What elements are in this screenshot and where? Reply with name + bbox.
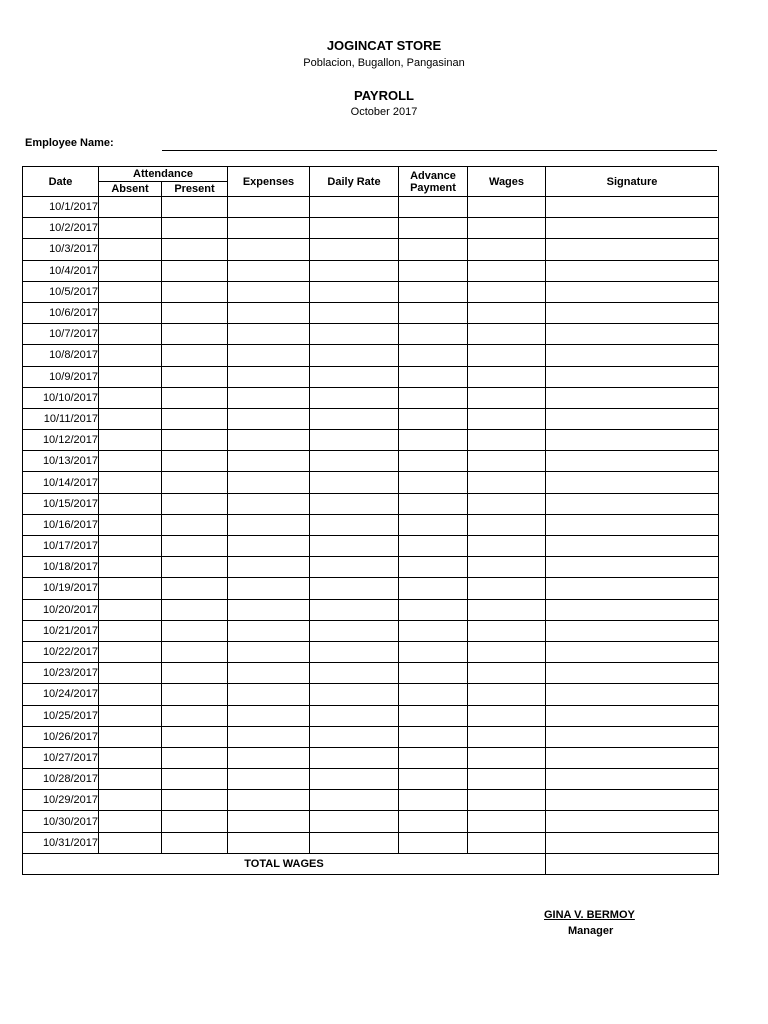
table-row	[23, 578, 719, 599]
daily-rate-cell[interactable]	[310, 366, 399, 387]
daily-rate-cell[interactable]	[310, 832, 399, 853]
date-header: Date	[23, 167, 99, 197]
wages-cell[interactable]	[468, 302, 546, 323]
daily-rate-cell[interactable]	[310, 747, 399, 768]
attendance-header: Attendance	[99, 167, 228, 182]
advance-payment-cell[interactable]	[399, 536, 468, 557]
table-row	[23, 705, 719, 726]
signature-cell[interactable]	[546, 747, 719, 768]
manager-name: GINA V. BERMOY	[544, 909, 635, 921]
signature-cell[interactable]	[546, 536, 719, 557]
table-row	[23, 260, 719, 281]
advance-payment-cell[interactable]	[399, 641, 468, 662]
payroll-period: October 2017	[350, 106, 418, 118]
table-row	[23, 430, 719, 451]
absent-cell[interactable]	[99, 726, 162, 747]
wages-cell[interactable]	[468, 324, 546, 345]
employee-name-label: Employee Name:	[25, 137, 114, 149]
absent-cell[interactable]	[99, 663, 162, 684]
wages-cell[interactable]	[468, 239, 546, 260]
advance-payment-cell[interactable]	[399, 302, 468, 323]
table-row	[23, 239, 719, 260]
absent-header: Absent	[99, 182, 162, 197]
wages-cell[interactable]	[468, 493, 546, 514]
advance-payment-cell[interactable]	[399, 493, 468, 514]
signature-cell[interactable]	[546, 345, 719, 366]
advance-payment-cell[interactable]	[399, 345, 468, 366]
advance-payment-cell[interactable]	[399, 811, 468, 832]
payroll-table	[22, 166, 719, 875]
signature-cell[interactable]	[546, 790, 719, 811]
absent-cell[interactable]	[99, 197, 162, 218]
date-cell: 10/14/2017	[23, 472, 99, 493]
table-row	[23, 302, 719, 323]
table-row	[23, 790, 719, 811]
absent-cell[interactable]	[99, 451, 162, 472]
expenses-cell[interactable]	[228, 430, 310, 451]
signature-cell[interactable]	[546, 663, 719, 684]
date-cell: 10/1/2017	[23, 197, 99, 218]
present-cell[interactable]	[162, 387, 228, 408]
expenses-cell[interactable]	[228, 684, 310, 705]
signature-cell[interactable]	[546, 811, 719, 832]
absent-cell[interactable]	[99, 218, 162, 239]
advance-payment-cell[interactable]	[399, 832, 468, 853]
expenses-cell[interactable]	[228, 239, 310, 260]
table-row	[23, 451, 719, 472]
absent-cell[interactable]	[99, 747, 162, 768]
present-header: Present	[162, 182, 228, 197]
wages-cell[interactable]	[468, 536, 546, 557]
absent-cell[interactable]	[99, 557, 162, 578]
table-row	[23, 324, 719, 345]
date-cell: 10/29/2017	[23, 790, 99, 811]
present-cell[interactable]	[162, 472, 228, 493]
daily-rate-cell[interactable]	[310, 536, 399, 557]
present-cell[interactable]	[162, 239, 228, 260]
present-cell[interactable]	[162, 705, 228, 726]
present-cell[interactable]	[162, 451, 228, 472]
date-cell: 10/6/2017	[23, 302, 99, 323]
wages-cell[interactable]	[468, 705, 546, 726]
expenses-cell[interactable]	[228, 747, 310, 768]
expenses-cell[interactable]	[228, 769, 310, 790]
expenses-cell[interactable]	[228, 578, 310, 599]
signature-cell[interactable]	[546, 599, 719, 620]
wages-cell[interactable]	[468, 747, 546, 768]
present-cell[interactable]	[162, 366, 228, 387]
absent-cell[interactable]	[99, 408, 162, 429]
absent-cell[interactable]	[99, 430, 162, 451]
daily-rate-cell[interactable]	[310, 260, 399, 281]
signature-cell[interactable]	[546, 430, 719, 451]
signature-cell[interactable]	[546, 218, 719, 239]
present-cell[interactable]	[162, 790, 228, 811]
date-cell: 10/13/2017	[23, 451, 99, 472]
advance-payment-cell[interactable]	[399, 239, 468, 260]
expenses-cell[interactable]	[228, 811, 310, 832]
absent-cell[interactable]	[99, 324, 162, 345]
absent-cell[interactable]	[99, 705, 162, 726]
signature-cell[interactable]	[546, 684, 719, 705]
daily-rate-cell[interactable]	[310, 663, 399, 684]
absent-cell[interactable]	[99, 599, 162, 620]
daily-rate-cell[interactable]	[310, 451, 399, 472]
absent-cell[interactable]	[99, 769, 162, 790]
signature-cell[interactable]	[546, 387, 719, 408]
present-cell[interactable]	[162, 345, 228, 366]
signature-cell[interactable]	[546, 832, 719, 853]
signature-cell[interactable]	[546, 239, 719, 260]
signature-cell[interactable]	[546, 493, 719, 514]
date-cell: 10/11/2017	[23, 408, 99, 429]
present-cell[interactable]	[162, 747, 228, 768]
present-cell[interactable]	[162, 726, 228, 747]
present-cell[interactable]	[162, 260, 228, 281]
wages-cell[interactable]	[468, 726, 546, 747]
signature-cell[interactable]	[546, 557, 719, 578]
daily-rate-cell[interactable]	[310, 620, 399, 641]
present-cell[interactable]	[162, 324, 228, 345]
table-row	[23, 811, 719, 832]
expenses-cell[interactable]	[228, 620, 310, 641]
daily-rate-cell[interactable]	[310, 811, 399, 832]
wages-cell[interactable]	[468, 684, 546, 705]
employee-name-field[interactable]	[162, 150, 717, 151]
signature-cell[interactable]	[546, 324, 719, 345]
wages-cell[interactable]	[468, 472, 546, 493]
absent-cell[interactable]	[99, 281, 162, 302]
daily-rate-cell[interactable]	[310, 239, 399, 260]
absent-cell[interactable]	[99, 514, 162, 535]
daily-rate-cell[interactable]	[310, 408, 399, 429]
advance-payment-cell[interactable]	[399, 790, 468, 811]
present-cell[interactable]	[162, 769, 228, 790]
wages-cell[interactable]	[468, 408, 546, 429]
present-cell[interactable]	[162, 197, 228, 218]
wages-cell[interactable]	[468, 260, 546, 281]
expenses-cell[interactable]	[228, 451, 310, 472]
daily-rate-cell[interactable]	[310, 430, 399, 451]
expenses-cell[interactable]	[228, 514, 310, 535]
table-row	[23, 197, 719, 218]
present-cell[interactable]	[162, 536, 228, 557]
advance-payment-cell[interactable]	[399, 620, 468, 641]
expenses-cell[interactable]	[228, 641, 310, 662]
table-row	[23, 493, 719, 514]
absent-cell[interactable]	[99, 578, 162, 599]
date-cell: 10/25/2017	[23, 705, 99, 726]
expenses-cell[interactable]	[228, 366, 310, 387]
date-cell: 10/21/2017	[23, 620, 99, 641]
present-cell[interactable]	[162, 811, 228, 832]
expenses-cell[interactable]	[228, 387, 310, 408]
expenses-cell[interactable]	[228, 705, 310, 726]
present-cell[interactable]	[162, 832, 228, 853]
wages-cell[interactable]	[468, 811, 546, 832]
expenses-cell[interactable]	[228, 324, 310, 345]
advance-payment-cell[interactable]	[399, 197, 468, 218]
date-cell: 10/7/2017	[23, 324, 99, 345]
absent-cell[interactable]	[99, 811, 162, 832]
expenses-header: Expenses	[228, 167, 310, 197]
signature-cell[interactable]	[546, 705, 719, 726]
present-cell[interactable]	[162, 684, 228, 705]
expenses-cell[interactable]	[228, 599, 310, 620]
date-cell: 10/8/2017	[23, 345, 99, 366]
daily-rate-cell[interactable]	[310, 684, 399, 705]
wages-cell[interactable]	[468, 197, 546, 218]
advance-payment-cell[interactable]	[399, 599, 468, 620]
present-cell[interactable]	[162, 493, 228, 514]
present-cell[interactable]	[162, 408, 228, 429]
daily-rate-header: Daily Rate	[310, 167, 399, 197]
wages-cell[interactable]	[468, 514, 546, 535]
table-row	[23, 472, 719, 493]
wages-header: Wages	[468, 167, 546, 197]
present-cell[interactable]	[162, 578, 228, 599]
expenses-cell[interactable]	[228, 832, 310, 853]
signature-cell[interactable]	[546, 472, 719, 493]
daily-rate-cell[interactable]	[310, 387, 399, 408]
signature-cell[interactable]	[546, 281, 719, 302]
daily-rate-cell[interactable]	[310, 197, 399, 218]
advance-payment-cell[interactable]	[399, 684, 468, 705]
signature-header: Signature	[546, 167, 719, 197]
expenses-cell[interactable]	[228, 557, 310, 578]
wages-cell[interactable]	[468, 663, 546, 684]
absent-cell[interactable]	[99, 684, 162, 705]
date-cell: 10/19/2017	[23, 578, 99, 599]
date-cell: 10/9/2017	[23, 366, 99, 387]
table-row	[23, 620, 719, 641]
date-cell: 10/22/2017	[23, 641, 99, 662]
expenses-cell[interactable]	[228, 493, 310, 514]
date-cell: 10/31/2017	[23, 832, 99, 853]
advance-payment-cell[interactable]	[399, 472, 468, 493]
absent-cell[interactable]	[99, 641, 162, 662]
daily-rate-cell[interactable]	[310, 726, 399, 747]
signature-cell[interactable]	[546, 408, 719, 429]
absent-cell[interactable]	[99, 832, 162, 853]
total-wages-label: TOTAL WAGES	[23, 853, 546, 874]
table-row	[23, 387, 719, 408]
wages-cell[interactable]	[468, 218, 546, 239]
date-cell: 10/12/2017	[23, 430, 99, 451]
date-cell: 10/10/2017	[23, 387, 99, 408]
expenses-cell[interactable]	[228, 218, 310, 239]
wages-cell[interactable]	[468, 345, 546, 366]
date-cell: 10/2/2017	[23, 218, 99, 239]
wages-cell[interactable]	[468, 641, 546, 662]
daily-rate-cell[interactable]	[310, 599, 399, 620]
signature-cell[interactable]	[546, 769, 719, 790]
advance-payment-cell[interactable]	[399, 726, 468, 747]
date-cell: 10/24/2017	[23, 684, 99, 705]
wages-cell[interactable]	[468, 769, 546, 790]
date-cell: 10/15/2017	[23, 493, 99, 514]
daily-rate-cell[interactable]	[310, 345, 399, 366]
signature-cell[interactable]	[546, 641, 719, 662]
wages-cell[interactable]	[468, 281, 546, 302]
table-row	[23, 557, 719, 578]
date-cell: 10/30/2017	[23, 811, 99, 832]
table-row	[23, 345, 719, 366]
store-name: JOGINCAT STORE	[326, 38, 442, 53]
present-cell[interactable]	[162, 557, 228, 578]
date-cell: 10/4/2017	[23, 260, 99, 281]
absent-cell[interactable]	[99, 387, 162, 408]
advance-payment-cell[interactable]	[399, 260, 468, 281]
absent-cell[interactable]	[99, 345, 162, 366]
table-row	[23, 832, 719, 853]
wages-cell[interactable]	[468, 832, 546, 853]
daily-rate-cell[interactable]	[310, 281, 399, 302]
present-cell[interactable]	[162, 514, 228, 535]
advance-payment-cell[interactable]	[399, 451, 468, 472]
signature-cell[interactable]	[546, 260, 719, 281]
advance-payment-cell[interactable]	[399, 514, 468, 535]
expenses-cell[interactable]	[228, 472, 310, 493]
table-row	[23, 366, 719, 387]
signature-cell[interactable]	[546, 197, 719, 218]
advance-payment-cell[interactable]	[399, 663, 468, 684]
document-title: PAYROLL	[354, 88, 414, 103]
table-row	[23, 747, 719, 768]
store-address: Poblacion, Bugallon, Pangasinan	[303, 57, 465, 69]
expenses-cell[interactable]	[228, 536, 310, 557]
date-cell: 10/5/2017	[23, 281, 99, 302]
expenses-cell[interactable]	[228, 281, 310, 302]
expenses-cell[interactable]	[228, 197, 310, 218]
present-cell[interactable]	[162, 302, 228, 323]
wages-cell[interactable]	[468, 430, 546, 451]
date-cell: 10/20/2017	[23, 599, 99, 620]
absent-cell[interactable]	[99, 302, 162, 323]
absent-cell[interactable]	[99, 260, 162, 281]
manager-title: Manager	[568, 925, 614, 937]
advance-payment-cell[interactable]	[399, 387, 468, 408]
daily-rate-cell[interactable]	[310, 514, 399, 535]
present-cell[interactable]	[162, 218, 228, 239]
absent-cell[interactable]	[99, 493, 162, 514]
advance-payment-cell[interactable]	[399, 408, 468, 429]
table-row	[23, 663, 719, 684]
date-cell: 10/26/2017	[23, 726, 99, 747]
wages-cell[interactable]	[468, 790, 546, 811]
date-cell: 10/16/2017	[23, 514, 99, 535]
expenses-cell[interactable]	[228, 663, 310, 684]
signature-cell[interactable]	[546, 578, 719, 599]
expenses-cell[interactable]	[228, 408, 310, 429]
advance-payment-cell[interactable]	[399, 557, 468, 578]
advance-payment-cell[interactable]	[399, 366, 468, 387]
date-cell: 10/28/2017	[23, 769, 99, 790]
daily-rate-cell[interactable]	[310, 493, 399, 514]
date-cell: 10/27/2017	[23, 747, 99, 768]
signature-cell[interactable]	[546, 514, 719, 535]
advance-payment-cell[interactable]	[399, 281, 468, 302]
daily-rate-cell[interactable]	[310, 218, 399, 239]
table-row	[23, 514, 719, 535]
table-row	[23, 641, 719, 662]
signature-cell[interactable]	[546, 726, 719, 747]
present-cell[interactable]	[162, 281, 228, 302]
advance-payment-cell[interactable]	[399, 578, 468, 599]
expenses-cell[interactable]	[228, 726, 310, 747]
advance-payment-cell[interactable]	[399, 218, 468, 239]
table-row	[23, 408, 719, 429]
table-row	[23, 218, 719, 239]
expenses-cell[interactable]	[228, 345, 310, 366]
present-cell[interactable]	[162, 599, 228, 620]
wages-cell[interactable]	[468, 387, 546, 408]
table-row	[23, 536, 719, 557]
wages-cell[interactable]	[468, 578, 546, 599]
signature-cell[interactable]	[546, 302, 719, 323]
daily-rate-cell[interactable]	[310, 324, 399, 345]
daily-rate-cell[interactable]	[310, 578, 399, 599]
absent-cell[interactable]	[99, 620, 162, 641]
date-cell: 10/18/2017	[23, 557, 99, 578]
wages-cell[interactable]	[468, 599, 546, 620]
present-cell[interactable]	[162, 663, 228, 684]
daily-rate-cell[interactable]	[310, 302, 399, 323]
date-cell: 10/23/2017	[23, 663, 99, 684]
present-cell[interactable]	[162, 641, 228, 662]
daily-rate-cell[interactable]	[310, 557, 399, 578]
absent-cell[interactable]	[99, 366, 162, 387]
absent-cell[interactable]	[99, 536, 162, 557]
wages-cell[interactable]	[468, 620, 546, 641]
absent-cell[interactable]	[99, 472, 162, 493]
table-row	[23, 684, 719, 705]
date-cell: 10/3/2017	[23, 239, 99, 260]
table-row	[23, 769, 719, 790]
advance-payment-cell[interactable]	[399, 430, 468, 451]
table-row	[23, 599, 719, 620]
wages-cell[interactable]	[468, 451, 546, 472]
expenses-cell[interactable]	[228, 260, 310, 281]
wages-cell[interactable]	[468, 366, 546, 387]
expenses-cell[interactable]	[228, 302, 310, 323]
expenses-cell[interactable]	[228, 790, 310, 811]
advance-payment-cell[interactable]	[399, 324, 468, 345]
advance-payment-cell[interactable]	[399, 705, 468, 726]
advance-payment-cell[interactable]	[399, 769, 468, 790]
absent-cell[interactable]	[99, 239, 162, 260]
daily-rate-cell[interactable]	[310, 641, 399, 662]
table-row	[23, 281, 719, 302]
daily-rate-cell[interactable]	[310, 769, 399, 790]
wages-cell[interactable]	[468, 557, 546, 578]
present-cell[interactable]	[162, 620, 228, 641]
advance-payment-header: Advance Payment	[399, 167, 468, 197]
date-cell: 10/17/2017	[23, 536, 99, 557]
present-cell[interactable]	[162, 430, 228, 451]
daily-rate-cell[interactable]	[310, 705, 399, 726]
table-row	[23, 726, 719, 747]
signature-cell[interactable]	[546, 451, 719, 472]
absent-cell[interactable]	[99, 790, 162, 811]
daily-rate-cell[interactable]	[310, 472, 399, 493]
signature-cell[interactable]	[546, 366, 719, 387]
signature-cell[interactable]	[546, 620, 719, 641]
advance-payment-cell[interactable]	[399, 747, 468, 768]
total-wages-value[interactable]	[546, 853, 719, 874]
daily-rate-cell[interactable]	[310, 790, 399, 811]
